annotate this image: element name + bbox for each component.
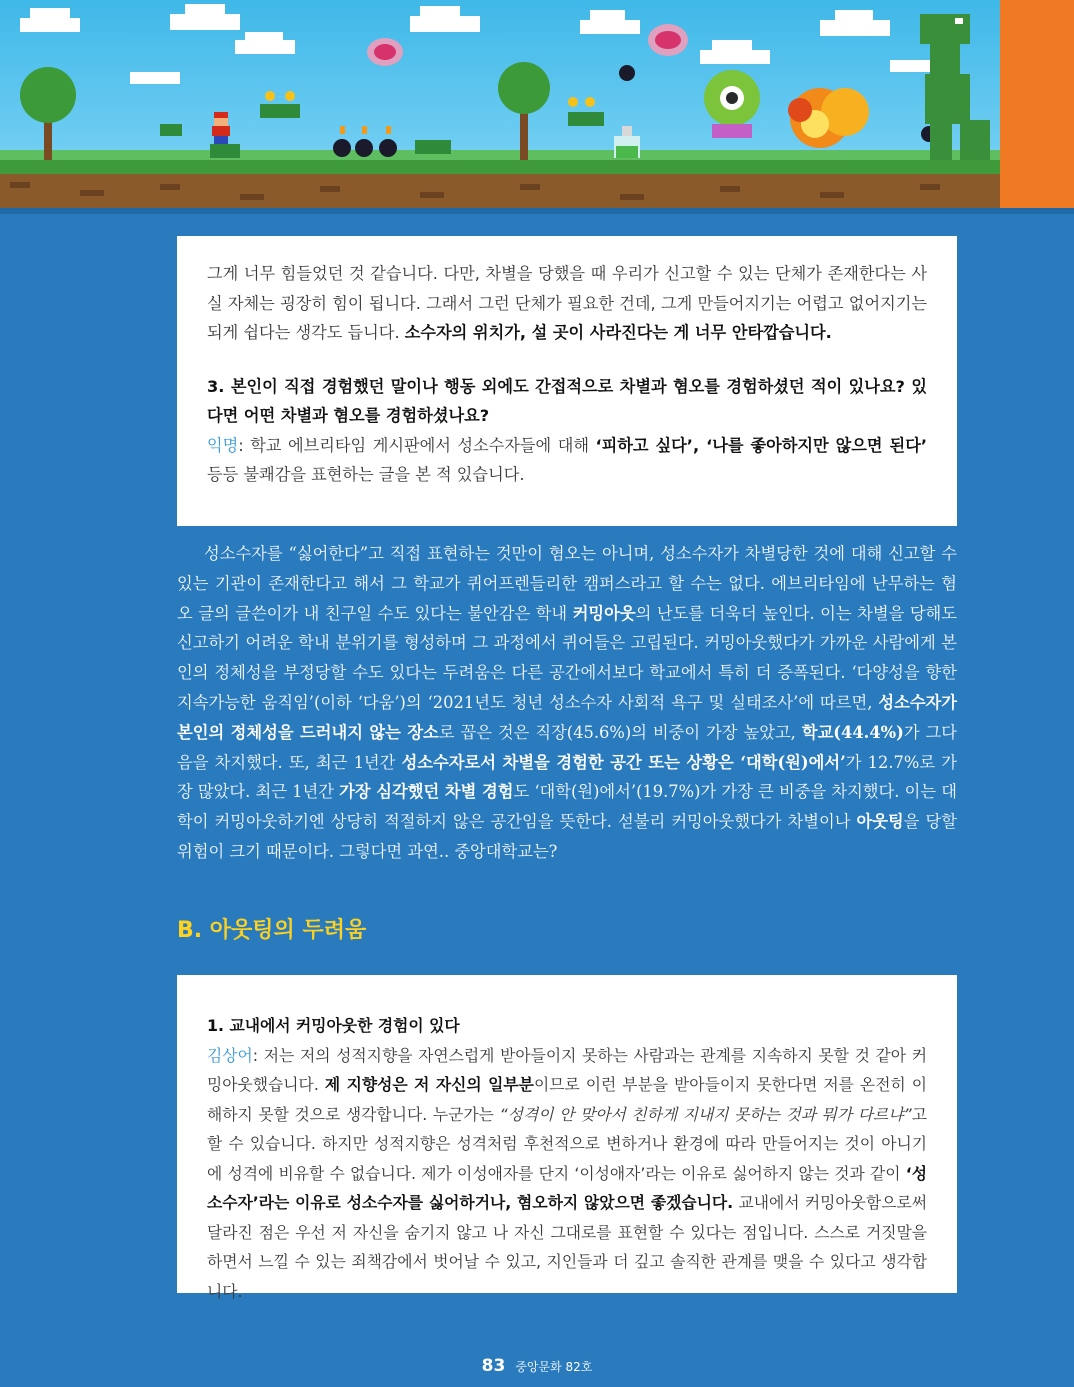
respondent-name: 익명 [207, 435, 239, 455]
interview-card-1 [177, 236, 957, 526]
divider-band [0, 208, 1074, 214]
page-footer [0, 1356, 1074, 1376]
explosion-icon [788, 88, 869, 148]
accent-tab [1000, 0, 1074, 208]
card1-paragraph: 그게 너무 힘들었던 것 같습니다. 다만, 차별을 당했을 때 우리가 신고할 수 있는 단체가 존재한다는 사실 자체는 굉장히 힘이 됩니다. 그래서 그런 단체가 필요한 건데, 그게 만들어지기는 어렵고 없어지기는 되게 쉽다는 생각도 듭니다. 소수자의 위치가, 설 곳이 사라진다는 게 너무 안타깝습니다. [207, 264, 927, 342]
pixel-game-banner [0, 0, 1000, 208]
card1-answer: 익명: 학교 에브리타임 게시판에서 성소수자들에 대해 ‘피하고 싶다’, ‘나를 좋아하지만 않으면 된다’ 등등 불쾌감을 표현하는 글을 본 적 있습니다. [207, 435, 927, 484]
article-body: 성소수자를 “싫어한다”고 직접 표현하는 것만이 혐오는 아니며, 성소수자가 차별당한 것에 대해 신고할 수 있는 기관이 존재한다고 해서 그 학교가 퀴어프렌들리한 캠퍼스라고 할 수는 없다. 에브리타임에 난무하는 혐오 글의 글쓴이가 내 친구일 수도 있다는 불안감은 학내 커밍아웃의 난도를 더욱더 높인다. 이는 차별을 당해도 신고하기 어려운 학내 분위기를 형성하며 그 과정에서 퀴어들은 고립된다. 커밍아웃했다가 가까운 사람에게 본인의 정체성을 부정당할 수도 있다는 두려움은 다른 공간에서보다 학교에서 특히 더 증폭된다. ‘다양성을 향한 지속가능한 움직임’(이하 ‘다움’)의 ‘2021년도 청년 성소수자 사회적 욕구 및 실태조사’에 따르면, 성소수자가 본인의 정체성을 드러내지 않는 장소로 꼽은 것은 직장(45.6%)의 비중이 가장 높았고, 학교(44.4%)가 그다음을 차지했다. 또, 최근 1년간 성소수자로서 차별을 경험한 공간 또는 상황은 ‘대학(원)에서’가 12.7%로 가장 많았다. 최근 1년간 가장 심각했던 차별 경험도 ‘대학(원)에서’(19.7%)가 가장 큰 비중을 차지했다. 이는 대학이 커밍아웃하기엔 상당히 적절하지 않은 공간임을 뜻한다. 섣불리 커밍아웃했다가 차별이나 아웃팅을 당할 위험이 크기 때문이다. 그렇다면 과연.. 중앙대학교는? [177, 544, 957, 861]
dinosaur-icon [920, 14, 990, 160]
card1-bold-statement: 소수자의 위치가, 설 곳이 사라진다는 게 너무 안타깝습니다. [404, 323, 832, 342]
pixel-hero-icon [212, 112, 230, 144]
banner-illustration [0, 0, 1000, 208]
respondent-name: 김상어 [207, 1045, 253, 1065]
card2-question: 1. 교내에서 커밍아웃한 경험이 있다 [207, 1016, 460, 1035]
publication-name: 중앙문화 82호 [515, 1360, 593, 1374]
section-title: B. 아웃팅의 두려움 [177, 918, 367, 943]
card1-question: 3. 본인이 직접 경험했던 말이나 행동 외에도 간접적으로 차별과 혐오를 경험하셨던 적이 있나요? 있다면 어떤 차별과 혐오를 경험하셨나요? [207, 376, 927, 425]
alien-eye-icon [704, 70, 760, 138]
interview-card-2 [177, 975, 957, 1301]
potion-icon [614, 126, 640, 158]
card2-answer: 김상어: 저는 저의 성적지향을 자연스럽게 받아들이지 못하는 사람과는 관계를 지속하지 못할 것 같아 커밍아웃했습니다. 제 지향성은 저 자신의 일부분이므로 이런 부분을 받아들이지 못한다면 저를 온전히 이해하지 못할 것으로 생각합니다. 누군가는 “성격이 안 맞아서 친하게 지내지 못하는 것과 뭐가 다르냐”고 할 수 있습니다. 하지만 성적지향은 성격처럼 후천적으로 변하거나 환경에 따라 만들어지는 것이 아니기에 성격에 비유할 수 없습니다. 제가 이성애자를 단지 ‘이성애자’라는 이유로 싫어하지 않는 것과 같이 ‘성소수자’라는 이유로 성소수자를 싫어하거나, 혐오하지 않았으면 좋겠습니다. 교내에서 커밍아웃함으로써 달라진 점은 우선 저 자신을 숨기지 않고 나 자신 그대로를 표현할 수 있다는 점입니다. 스스로 거짓말을 하면서 느낄 수 있는 죄책감에서 벗어날 수 있고, 지인들과 더 깊고 솔직한 관계를 맺을 수 있다고 생각합니다. [207, 1045, 928, 1301]
page-number: 83 [481, 1356, 506, 1376]
cloud-icon [20, 4, 940, 84]
